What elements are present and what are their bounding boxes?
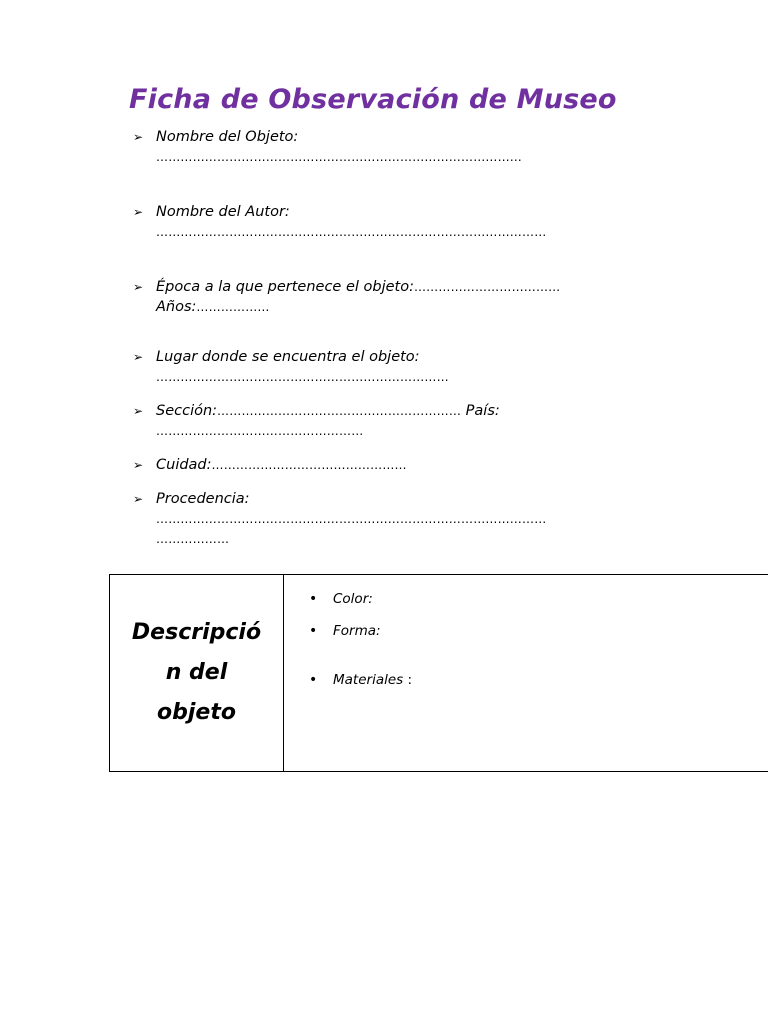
field-cuidad — [133, 455, 407, 475]
forma-label: Forma: — [333, 623, 381, 639]
description-heading-cell — [110, 575, 284, 771]
description-table — [109, 574, 768, 772]
field-label: Lugar donde se encuentra el objeto: — [156, 349, 420, 365]
field-label: Nombre del Autor: — [156, 204, 290, 220]
arrow-bullet-icon: ➢ — [133, 130, 144, 144]
blank-line[interactable]: ……………… — [156, 532, 230, 546]
blank-line[interactable]: …………………………………………………………………………………… — [156, 225, 547, 239]
blank-line[interactable]: ……………… — [196, 300, 270, 314]
arrow-bullet-icon: ➢ — [133, 205, 144, 219]
field-label: Procedencia: — [156, 491, 250, 507]
field-label: Sección: — [156, 403, 218, 419]
heading-line: objeto — [157, 700, 236, 725]
blank-line[interactable]: ……………………………………………………………… — [156, 370, 449, 384]
list-item-color — [309, 591, 373, 607]
bullet-icon: • — [309, 623, 318, 639]
field-nombre-autor — [133, 202, 546, 242]
arrow-bullet-icon: ➢ — [133, 280, 144, 294]
list-item-forma — [309, 623, 381, 639]
field-label: Nombre del Objeto: — [156, 129, 299, 145]
bullet-icon: • — [309, 672, 318, 688]
field-label-pais: País: — [465, 403, 500, 419]
field-seccion — [133, 401, 500, 441]
bullet-icon: • — [309, 591, 318, 607]
field-nombre-objeto — [133, 127, 522, 167]
description-heading — [110, 613, 283, 733]
arrow-bullet-icon: ➢ — [133, 404, 144, 418]
field-label: Época a la que pertenece el objeto: — [156, 279, 414, 295]
color-label: Color: — [333, 591, 373, 607]
field-label-anos: Años: — [156, 299, 197, 315]
blank-line[interactable]: ………………………………………… — [211, 458, 407, 472]
page-title: Ficha de Observación de Museo — [129, 84, 617, 115]
blank-line[interactable]: ……………………………………………………………………………… — [156, 150, 522, 164]
blank-line[interactable]: ……………………………… — [413, 280, 561, 294]
blank-line[interactable]: …………………………………………………… — [217, 404, 462, 418]
heading-line: n del — [165, 660, 228, 685]
arrow-bullet-icon: ➢ — [133, 350, 144, 364]
arrow-bullet-icon: ➢ — [133, 492, 144, 506]
field-lugar — [133, 347, 449, 387]
materiales-colon: : — [407, 672, 413, 688]
list-item-materiales — [309, 672, 412, 688]
materiales-label: Materiales — [333, 672, 404, 688]
blank-line[interactable]: …………………………………………… — [156, 424, 364, 438]
arrow-bullet-icon: ➢ — [133, 458, 144, 472]
field-epoca — [133, 277, 560, 317]
blank-line[interactable]: …………………………………………………………………………………… — [156, 512, 547, 526]
heading-line: Descripció — [131, 620, 262, 645]
field-procedencia — [133, 489, 546, 549]
field-label: Cuidad: — [156, 457, 212, 473]
